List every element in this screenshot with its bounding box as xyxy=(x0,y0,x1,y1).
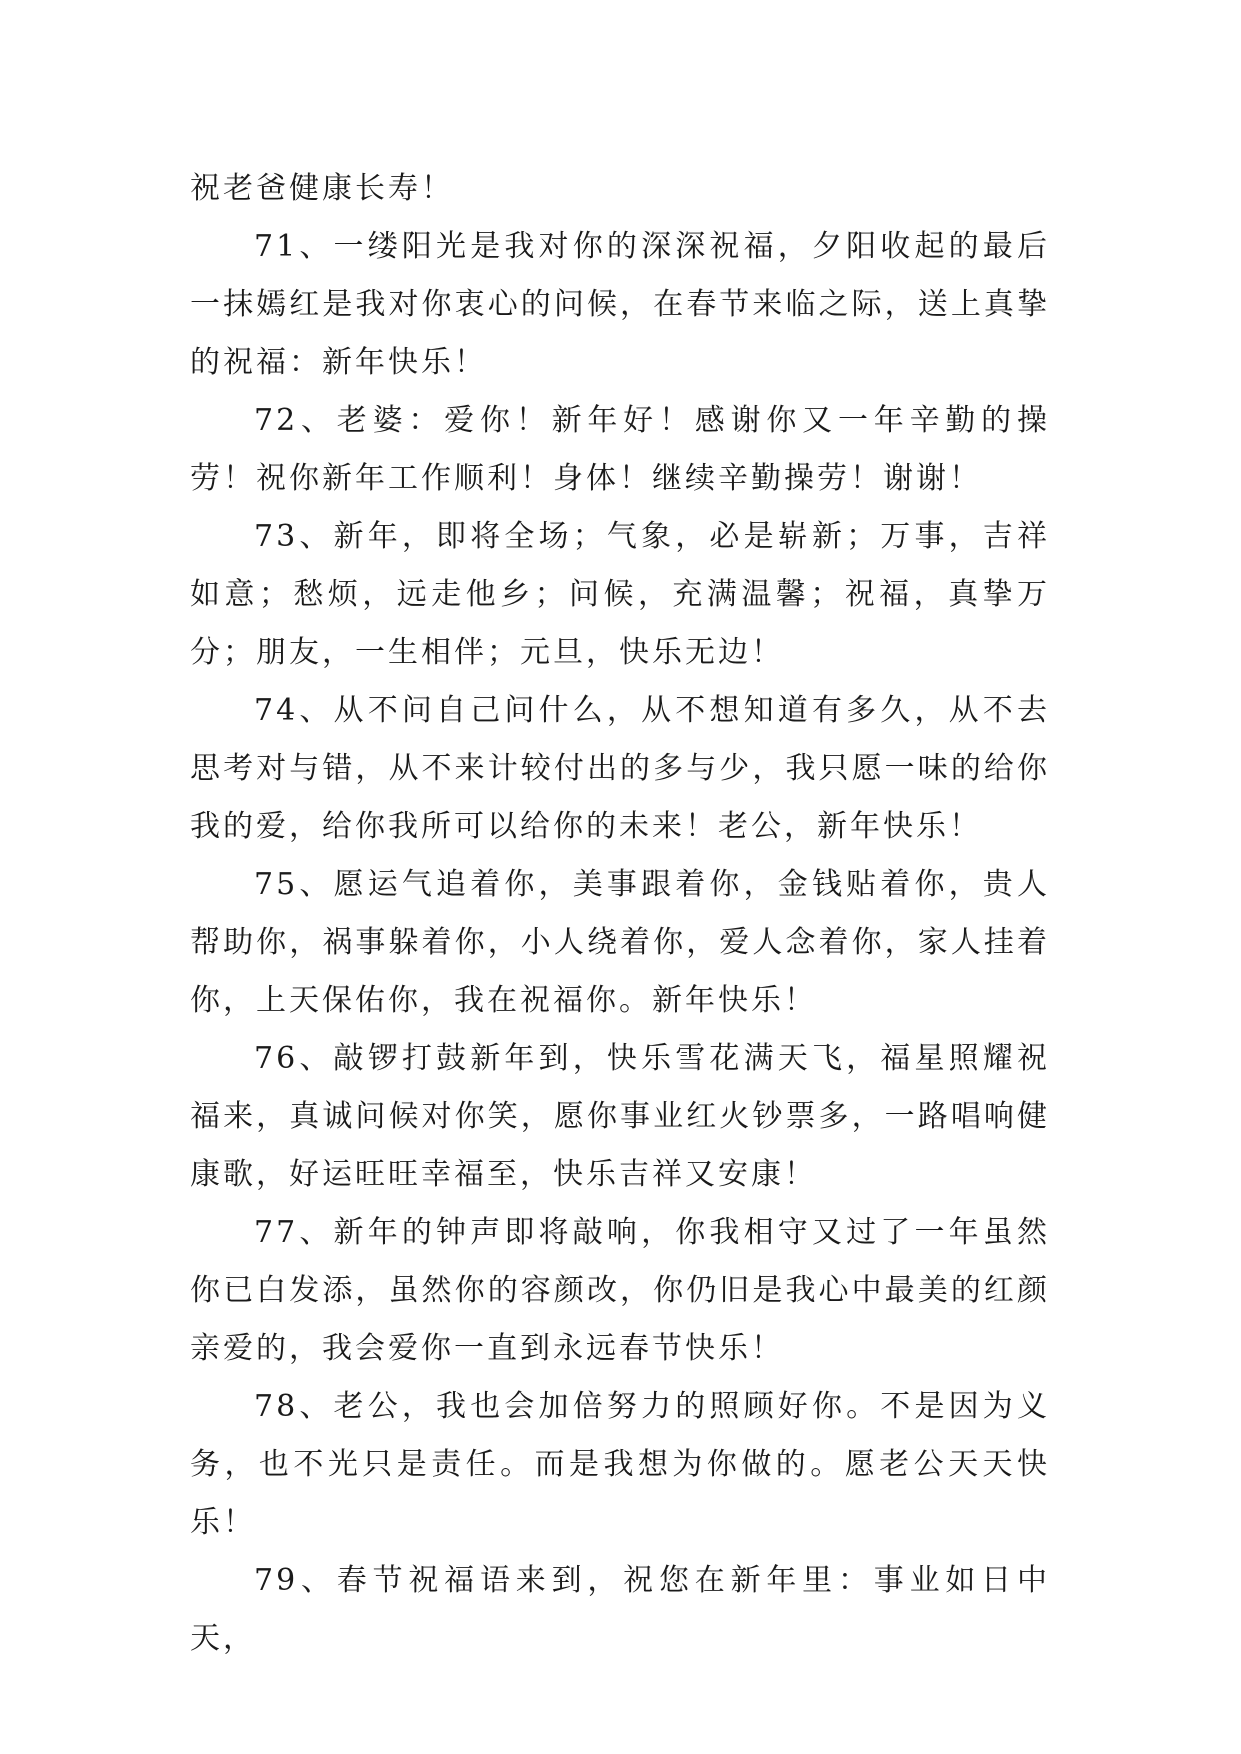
paragraph: 76、敲锣打鼓新年到，快乐雪花满天飞，福星照耀祝福来，真诚问候对你笑，愿你事业红火钞票多，一路唱响健康歌，好运旺旺幸福至，快乐吉祥又安康！ xyxy=(190,1041,1050,1192)
paragraph: 77、新年的钟声即将敲响，你我相守又过了一年虽然你已白发添，虽然你的容颜改，你仍旧是我心中最美的红颜亲爱的，我会爱你一直到永远春节快乐！ xyxy=(190,1215,1050,1366)
paragraph: 73、新年，即将全场；气象，必是崭新；万事，吉祥如意；愁烦，远走他乡；问候，充满温馨；祝福，真挚万分；朋友，一生相伴；元旦，快乐无边！ xyxy=(190,519,1050,670)
paragraph: 75、愿运气追着你，美事跟着你，金钱贴着你，贵人帮助你，祸事躲着你，小人绕着你，爱人念着你，家人挂着你，上天保佑你，我在祝福你。新年快乐！ xyxy=(190,867,1050,1018)
paragraph: 79、春节祝福语来到，祝您在新年里：事业如日中天， xyxy=(190,1563,1050,1656)
paragraph: 72、老婆：爱你！新年好！感谢你又一年辛勤的操劳！祝你新年工作顺利！身体！继续辛勤操劳！谢谢！ xyxy=(190,403,1050,496)
document-body xyxy=(190,160,1050,1668)
paragraph: 71、一缕阳光是我对你的深深祝福，夕阳收起的最后一抹嫣红是我对你衷心的问候，在春节来临之际，送上真挚的祝福：新年快乐！ xyxy=(190,229,1050,380)
paragraph: 74、从不问自己问什么，从不想知道有多久，从不去思考对与错，从不来计较付出的多与少，我只愿一味的给你我的爱，给你我所可以给你的未来！老公，新年快乐！ xyxy=(190,693,1050,844)
paragraph: 78、老公，我也会加倍努力的照顾好你。不是因为义务，也不光只是责任。而是我想为你做的。愿老公天天快乐！ xyxy=(190,1389,1050,1540)
paragraph: 祝老爸健康长寿！ xyxy=(190,171,454,206)
